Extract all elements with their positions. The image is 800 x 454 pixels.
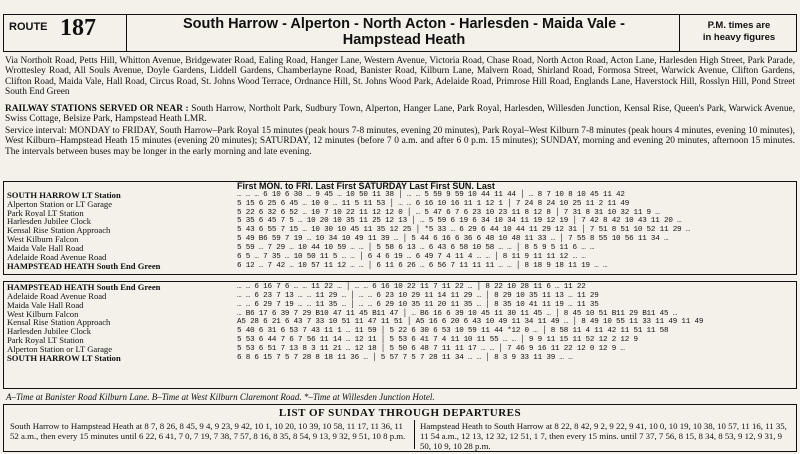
via-text: Via Northolt Road, Petts Hill, Whitton Avenue, Bridgewater Road, Ealing Road, Hanger Lane, Western Avenue, Victoria Road, Chase Road, North Acton Road, Acton Lane, Harlesden High Street, Park Parade, Wrottesley Road, All Souls Avenue, Doyle Gardens, Liddell Gardens, Chamberlayne Road, Banister Road, Kilburn Lane, Malvern Road, Shirland Road, Formosa Street, Warwick Avenue, Clifton Gardens, Clifton Road, Maida Vale, Hall Road, Circus Road, St. Johns Wood Terrace, Ordnance Hill, St. Johns Wood Park, Adelaide Road, Primrose Hill Road, Englands Lane, Haverstock Hill, Rosslyn Hill, Pond Street South End Green	[5, 56, 795, 98]
service-label: Service interval:	[5, 126, 67, 136]
stop-times: 5 40 6 31 6 53 7 43 11 1 … 11 59 │ 5 22 6 30 6 53 10 59 11 44 *12 0 … │ 8 58 11 4 11 42 11 51 11 58	[237, 327, 669, 336]
sunday-title: LIST OF SUNDAY THROUGH DEPARTURES	[278, 407, 522, 419]
table-row	[5, 336, 795, 345]
table-row	[5, 217, 795, 226]
stop-times: 5 15 6 25 6 45 … 10 0 … 11 5 11 53 │ … … 6 16 10 16 11 1 12 1 │ 7 24 8 24 10 25 11 2 11 49	[237, 199, 630, 208]
pm-note-line2: in heavy figures	[702, 32, 776, 43]
stop-name: HAMPSTEAD HEATH South End Green	[7, 261, 161, 271]
table-row	[5, 354, 795, 363]
route-title	[132, 16, 676, 48]
sunday-divider	[414, 420, 415, 449]
stop-times: … B6 17 6 39 7 29 B10 47 11 45 B11 47 │ … B6 16 6 39 10 45 11 30 11 45 … │ 8 45 10 51 B11 29 B11 45 …	[237, 309, 678, 318]
stop-name: Harlesden Jubilee Clock	[7, 217, 92, 227]
table-row	[5, 327, 795, 336]
stop-times: 6 8 6 15 7 5 7 28 8 18 11 36 … │ 5 57 7 5 7 28 11 34 … … │ 8 3 9 33 11 39 … …	[237, 353, 573, 362]
stop-times: 5 53 6 44 7 6 7 56 11 14 … 12 11 │ 5 53 6 41 7 4 11 10 11 55 … … │ 9 9 11 15 11 52 12 2 12 9	[237, 336, 638, 345]
stop-times: 5 53 6 51 7 13 8 3 11 21 … 12 18 │ 5 50 6 48 7 11 11 17 … … │ 7 46 9 16 11 22 12 0 12 9 …	[237, 344, 625, 353]
stop-name: Alperton Station or LT Garage	[7, 344, 113, 354]
table-row	[5, 200, 795, 209]
stop-times: 5 43 6 55 7 15 … 10 30 10 45 11 35 12 25 │ *5 33 … 6 29 6 44 10 44 11 29 12 31 │ 7 51 8 51 10 52 11 29 …	[237, 226, 691, 235]
stop-times: … … 6 23 7 13 … … 11 29 … │ … … 6 23 10 29 11 14 11 29 … │ 8 29 10 35 11 13 … 11 29	[237, 291, 599, 300]
route-label: ROUTE	[9, 21, 48, 33]
route-title-line1: South Harrow - Alperton - North Acton - Harlesden - Maida Vale -	[182, 16, 626, 32]
stop-times: 5 59 … 7 29 … 10 44 10 59 … … │ 5 58 6 13 … 6 43 6 58 10 58 … … │ 8 5 9 5 11 6 … …	[237, 243, 595, 252]
table-row	[5, 226, 795, 235]
table-row	[5, 253, 795, 262]
stop-name: Alperton Station or LT Garage	[7, 199, 113, 209]
header-divider	[126, 15, 127, 51]
stop-name: Adelaide Road Avenue Road	[7, 252, 107, 262]
table-header: First MON. to FRI. Last First SATURDAY Last First SUN. Last	[237, 181, 495, 191]
table-row	[5, 235, 795, 244]
stop-name: Adelaide Road Avenue Road	[7, 291, 107, 301]
pm-note-line1: P.M. times are	[707, 20, 771, 31]
table-row	[5, 318, 795, 327]
table-row	[5, 244, 795, 253]
return-table	[5, 283, 795, 363]
railway-text: South Harrow, Northolt Park, Sudbury Town, Alperton, Hanger Lane, Park Royal, Harlesden, Willesden Junction, Kensal Rise, Queen's Park, Warwick Avenue, Swiss Cottage, Belsize Park, Hampstead Heath LMR.	[5, 104, 796, 125]
stop-name: West Kilburn Falcon	[7, 309, 79, 319]
stop-times: 5 35 6 45 7 5 … 10 20 10 35 11 25 12 13 │ … 5 59 6 19 6 34 10 34 11 19 12 19 │ 7 42 8 42 10 43 11 20 …	[237, 217, 682, 226]
sunday-return: Hampstead Heath to South Harrow at 8 22, 8 42, 9 2, 9 22, 9 41, 10 0, 10 19, 10 38, 10 57, 11 16, 11 35, 11 54 a.m., 12 13, 12 32, 12 51, 1 7, then every 15 mins. until 7 37, 7 56, 8 15, 8 34, 8 53, 9 12, 9 31, 9 50, 10 9, 10 28 p.m.	[420, 421, 787, 451]
route-number: 187	[60, 15, 96, 41]
footnotes: A–Time at Banister Road Kilburn Lane. B–Time at West Kilburn Claremont Road. *–Time at Willesden Junction Hotel.	[6, 392, 435, 402]
railway-stations	[5, 104, 795, 125]
stop-times: … … 6 16 7 6 … … 11 22 … │ … … 6 16 10 22 11 7 11 22 … │ 8 22 10 28 11 6 … 11 22	[237, 283, 586, 291]
stop-name: Maida Vale Hall Road	[7, 300, 84, 310]
table-row	[5, 191, 795, 200]
route-title-line2: Hampstead Heath	[342, 32, 466, 48]
stop-name: Park Royal LT Station	[7, 336, 84, 345]
stop-name: West Kilburn Falcon	[7, 235, 79, 244]
table-row	[5, 262, 795, 271]
table-row	[5, 345, 795, 354]
stop-times: A5 28 6 21 6 43 7 33 10 51 11 47 11 51 │ A5 16 6 20 6 43 10 49 11 34 11 49 … │ 8 49 10 55 11 33 11 49 11 49	[237, 318, 704, 327]
route-header	[3, 14, 797, 52]
table-header-row	[5, 182, 795, 191]
table-row	[5, 301, 795, 310]
stop-times: 6 5 … 7 35 … 10 50 11 5 … … │ 6 4 6 19 … 6 49 7 4 11 4 … … │ 8 11 9 11 11 12 … …	[237, 252, 586, 261]
railway-label: RAILWAY STATIONS SERVED OR NEAR :	[5, 104, 189, 114]
sunday-box	[3, 404, 797, 452]
stop-name: Kensal Rise Station Approach	[7, 226, 111, 236]
stop-times: … … … 6 10 6 30 … 9 45 … 10 50 11 38 │ … … 5 59 9 59 10 44 11 44 │ … 8 7 10 8 10 45 11 42	[237, 190, 625, 199]
stop-times: … … 6 29 7 19 … … 11 35 … │ … … 6 29 10 35 11 20 11 35 … │ 8 35 10 41 11 19 … 11 35	[237, 300, 599, 309]
service-text: MONDAY to FRIDAY, South Harrow–Park Royal 15 minutes (peak hours 7-8 minutes, evening 20 minutes), Park Royal–West Kilburn 7-8 minutes (peak hours 4 minutes, evening 10 minutes), West Kilburn–Hampstead Heath 15 minutes (evening 20 minutes); SATURDAY, 12 minutes (before 7 0 a.m. and after 6 0 p.m. 15 minutes); SUNDAY, morning and evening 20 minutes, afternoon 15 minutes. The intervals between buses may be longer in the early morning and late evening.	[5, 126, 795, 157]
stop-name: SOUTH HARROW LT Station	[7, 190, 121, 200]
table-row	[5, 283, 795, 292]
stop-times: 6 12 … 7 42 … 10 57 11 12 … … │ 6 11 6 26 … 6 56 7 11 11 11 … … │ 8 18 9 18 11 19 … …	[237, 261, 608, 270]
stop-name: Kensal Rise Station Approach	[7, 318, 111, 328]
pm-note	[684, 20, 794, 44]
outbound-table	[5, 182, 795, 270]
stop-name: Maida Vale Hall Road	[7, 243, 84, 253]
stop-times: 5 22 6 32 6 52 … 10 7 10 22 11 12 12 0 │ … 5 47 6 7 6 23 10 23 11 8 12 8 │ 7 31 8 31 10 32 11 9 …	[237, 208, 660, 217]
stop-name: Park Royal LT Station	[7, 208, 84, 218]
service-interval	[5, 126, 795, 157]
stop-name: SOUTH HARROW LT Station	[7, 353, 121, 363]
sunday-outbound: South Harrow to Hampstead Heath at 8 7, 8 26, 8 45, 9 4, 9 23, 9 42, 10 1, 10 20, 10 39, 10 58, 11 17, 11 36, 11 52 a.m., then every 15 minutes until 6 22, 6 41, 7 0, 7 19, 7 38, 7 57, 8 16, 8 35, 8 54, 9 13, 9 32, 9 51, 10 8 p.m.	[10, 421, 406, 441]
header-divider	[679, 15, 680, 51]
table-row	[5, 292, 795, 301]
stop-name: HAMPSTEAD HEATH South End Green	[7, 283, 161, 292]
stop-name: Harlesden Jubilee Clock	[7, 327, 92, 337]
stop-times: 5 49 B6 59 7 19 … 10 34 10 49 11 39 … │ 5 44 6 16 6 36 6 48 10 48 11 33 … │ 7 55 8 55 10 56 11 34 …	[237, 235, 669, 244]
